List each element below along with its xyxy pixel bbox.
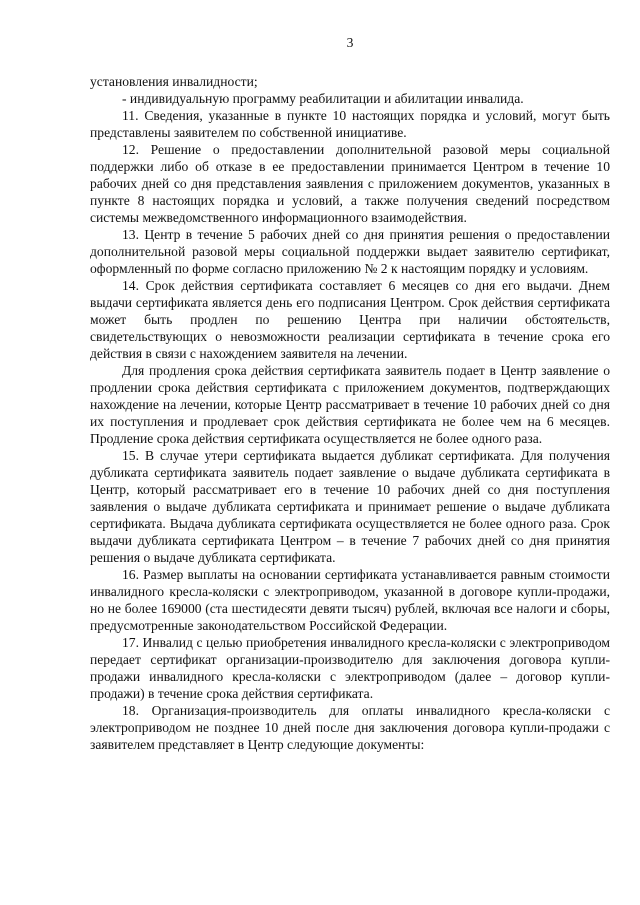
- paragraph-clause-15: 15. В случае утери сертификата выдается дубликат сертификата. Для получения дубликата сертификата заявитель подает заявление о выдаче дубликата сертификата в Центр, который рассматривает его в течение 10 рабочих дней со дня поступления заявления о выдаче дубликата сертификата и принимает решение о выдаче дубликата сертификата. Выдача дубликата сертификата осуществляется не более одного раза. Срок выдачи дубликата сертификата Центром – в течение 7 рабочих дней со дня принятия решения о выдаче дубликата сертификата.: [90, 448, 610, 565]
- paragraph-continuation: установления инвалидности;: [90, 74, 258, 89]
- page-number: 3: [346, 35, 354, 50]
- paragraph-clause-18: 18. Организация-производитель для оплаты инвалидного кресла-коляски с электроприводом не позднее 10 дней после дня заключения договора купли-продажи с заявителем представляет в Центр следующие документы:: [90, 703, 610, 752]
- paragraph-clause-14: 14. Срок действия сертификата составляет 6 месяцев со дня его выдачи. Днем выдачи сертификата является день его подписания Центром. Срок действия сертификата может быть продлен по решению Центра при наличии обстоятельств, свидетельствующих о невозможности реализации сертификата в течение срока его действия в связи с нахождением заявителя на лечении.: [90, 278, 610, 361]
- paragraph-clause-17: 17. Инвалид с целью приобретения инвалидного кресла-коляски с электроприводом передает сертификат организации-производителю для заключения договора купли-продажи инвалидного кресла-коляски с электроприводом (далее – договор купли-продажи) в течение срока действия сертификата.: [90, 635, 610, 701]
- paragraph-clause-16: 16. Размер выплаты на основании сертификата устанавливается равным стоимости инвалидного кресла-коляски с электроприводом, указанной в договоре купли-продажи, но не более 169000 (ста шестидесяти девяти тысяч) рублей, включая все налоги и сборы, предусмотренные законодательством Российской Федерации.: [90, 567, 610, 633]
- paragraph-list-item: - индивидуальную программу реабилитации и абилитации инвалида.: [122, 91, 524, 106]
- paragraph-clause-14-extension: Для продления срока действия сертификата заявитель подает в Центр заявление о продлении срока действия сертификата с приложением документов, подтверждающих нахождение на лечении, которые Центр рассматривает в течение 10 рабочих дней со дня их поступления и продлевает срок действия сертификата не более чем на 6 месяцев. Продление срока действия сертификата осуществляется не более одного раза.: [90, 363, 610, 446]
- paragraph-clause-11: 11. Сведения, указанные в пункте 10 настоящих порядка и условий, могут быть представлены заявителем по собственной инициативе.: [90, 108, 610, 140]
- paragraph-clause-12: 12. Решение о предоставлении дополнительной разовой меры социальной поддержки либо об отказе в ее предоставлении принимается Центром в течение 10 рабочих дней со дня представления заявления с приложением документов, указанных в пункте 8 настоящих порядка и условий, а также получения сведений посредством системы межведомственного информационного взаимодействия.: [90, 142, 610, 225]
- paragraph-clause-13: 13. Центр в течение 5 рабочих дней со дня принятия решения о предоставлении дополнительной разовой меры социальной поддержки выдает заявителю сертификат, оформленный по форме согласно приложению № 2 к настоящим порядку и условиям.: [90, 227, 610, 276]
